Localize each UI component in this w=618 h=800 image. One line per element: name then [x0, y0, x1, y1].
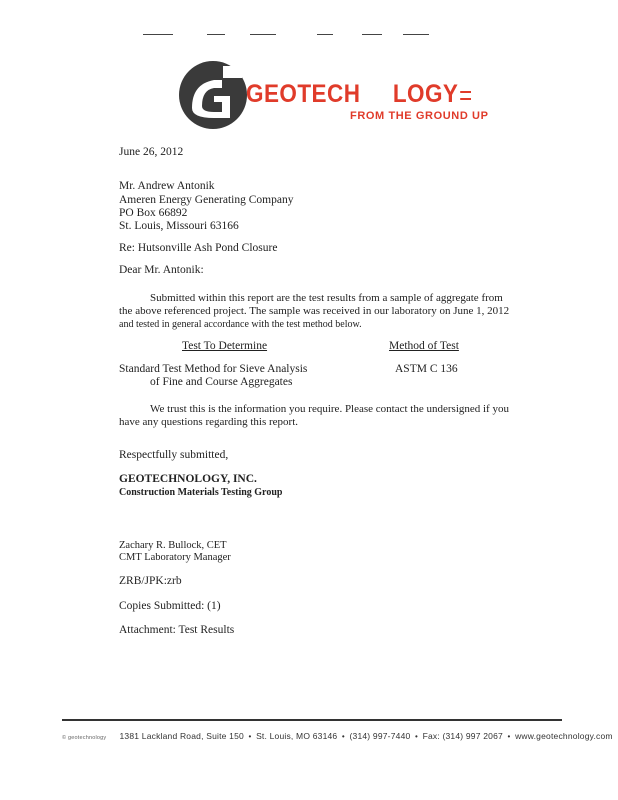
company-wordmark — [246, 80, 471, 109]
bullet-icon: • — [507, 732, 511, 741]
bullet-icon: • — [341, 732, 345, 741]
signer-title: CMT Laboratory Manager — [119, 552, 231, 563]
recipient-city: St. Louis, Missouri 63166 — [119, 220, 239, 232]
company-name-tail: LOGY — [392, 80, 459, 108]
test-row-line-1: Standard Test Method for Sieve Analysis — [119, 363, 308, 375]
test-method: ASTM C 136 — [395, 363, 458, 375]
top-mark — [317, 34, 333, 35]
test-header-right: Method of Test — [389, 340, 459, 352]
attachment: Attachment: Test Results — [119, 624, 235, 636]
test-row-line-2: of Fine and Course Aggregates — [150, 376, 293, 388]
salutation: Dear Mr. Antonik: — [119, 264, 204, 276]
copies-submitted: Copies Submitted: (1) — [119, 600, 221, 612]
footer — [62, 731, 613, 741]
recipient-name: Mr. Andrew Antonik — [119, 180, 215, 192]
initials: ZRB/JPK:zrb — [119, 575, 182, 587]
top-mark — [403, 34, 429, 35]
company-tagline: FROM THE GROUND UP — [350, 110, 489, 122]
company-name: GEOTECH — [246, 80, 361, 108]
letter-date: June 26, 2012 — [119, 146, 184, 158]
footer-website: www.geotechnology.com — [515, 731, 613, 741]
closing-line-2: have any questions regarding this report. — [119, 416, 299, 428]
bullet-icon: • — [248, 732, 252, 741]
recipient-po-box: PO Box 66892 — [119, 207, 188, 219]
signer-name: Zachary R. Bullock, CET — [119, 540, 227, 551]
company-logo — [178, 60, 248, 130]
closing: Respectfully submitted, — [119, 449, 229, 461]
top-mark — [143, 34, 173, 35]
test-header-left: Test To Determine — [182, 340, 268, 352]
bullet-icon: • — [415, 732, 419, 741]
footer-fax: Fax: (314) 997 2067 — [422, 731, 503, 741]
footer-address: 1381 Lackland Road, Suite 150 — [119, 731, 244, 741]
sender-company: GEOTECHNOLOGY, INC. — [119, 473, 257, 485]
top-mark — [207, 34, 225, 35]
recipient-company: Ameren Energy Generating Company — [119, 194, 294, 206]
intro-line-3: and tested in general accordance with the test method below. — [119, 319, 362, 330]
footer-rule — [62, 719, 562, 721]
footer-phone: (314) 997-7440 — [349, 731, 411, 741]
intro-line-1: Submitted within this report are the test results from a sample of aggregate from — [150, 292, 503, 304]
sender-group: Construction Materials Testing Group — [119, 487, 283, 498]
top-mark — [250, 34, 276, 35]
top-mark — [362, 34, 382, 35]
footer-small-text: © geotechnology — [62, 735, 107, 741]
intro-line-2: the above referenced project. The sample was received in our laboratory on June 1, 2012 — [119, 305, 510, 317]
footer-city: St. Louis, MO 63146 — [256, 731, 338, 741]
subject-line: Re: Hutsonville Ash Pond Closure — [119, 242, 278, 254]
closing-line-1: We trust this is the information you require. Please contact the undersigned if you — [150, 403, 509, 415]
